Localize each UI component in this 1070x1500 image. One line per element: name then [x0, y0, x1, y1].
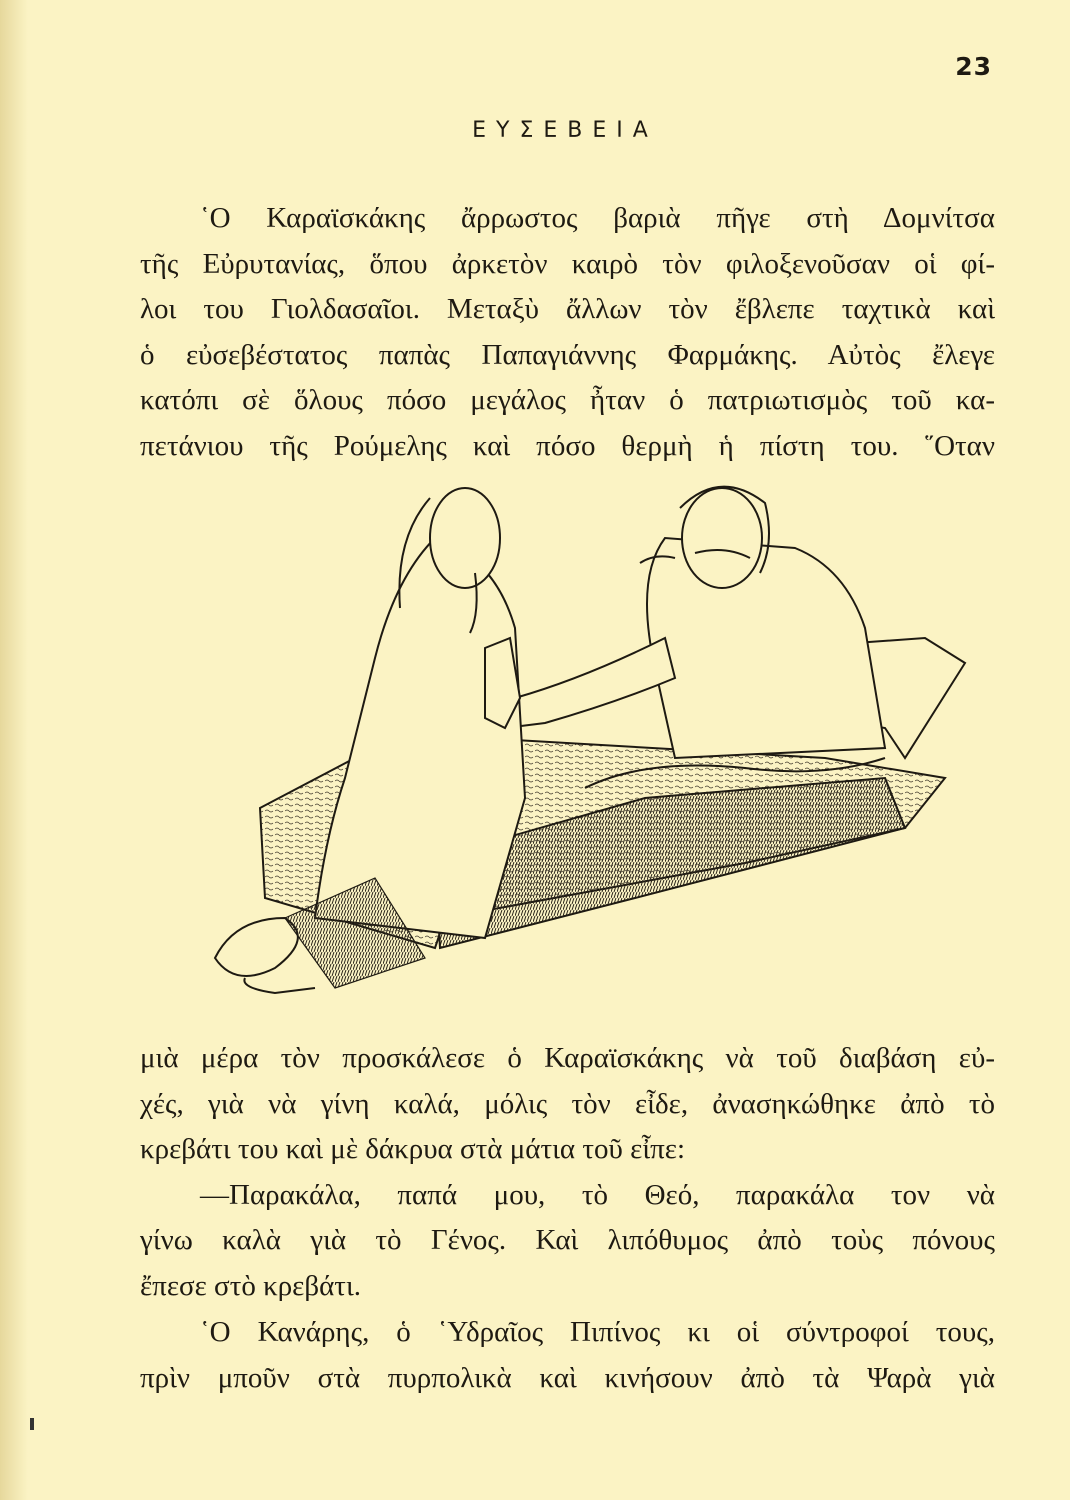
text-line: ἔπεσε στὸ κρεβάτι.	[140, 1269, 362, 1302]
page-number: 23	[955, 52, 992, 81]
text-line: γίνω καλὰ γιὰ τὸ Γένος. Καὶ λιπόθυμος ἀπὸ τοὺς πόνους	[140, 1224, 995, 1256]
text-line: ὁ εὐσεβέστατος παπὰς Παπαγιάννης Φαρμάκης. Αὐτὸς ἔλεγε	[140, 338, 995, 371]
margin-mark	[30, 1418, 34, 1430]
text-line: ῾Ο Καραϊσκάκης ἄρρωστος βαριὰ πῆγε στὴ Δομνίτσα	[200, 202, 995, 234]
text-line: τῆς Εὐρυτανίας, ὅπου ἀρκετὸν καιρὸ τὸν φιλοξενοῦσαν οἱ φί-	[140, 247, 995, 280]
text-line: χές, γιὰ νὰ γίνη καλά, μόλις τὸν εἶδε, ἀνασηκώθηκε ἀπὸ τὸ	[140, 1087, 995, 1120]
karaiskakis-figure	[505, 487, 885, 758]
text-line: κρεβάτι του καὶ μὲ δάκρυα στὰ μάτια τοῦ εἶπε:	[140, 1133, 685, 1165]
priest-figure	[215, 488, 525, 993]
page-edge	[0, 0, 28, 1500]
text-line: λοι του Γιολδασαῖοι. Μεταξὺ ἄλλων τὸν ἔβλεπε ταχτικὰ καὶ	[140, 293, 995, 325]
text-line: μιὰ μέρα τὸν προσκάλεσε ὁ Καραϊσκάκης νὰ τοῦ διαβάση εὐ-	[140, 1042, 995, 1074]
text-line: πετάνιου τῆς Ρούμελης καὶ πόσο θερμὴ ἡ πίστη του. ῞Οταν	[140, 429, 995, 462]
text-line: —Παρακάλα, παπά μου, τὸ Θεό, παρακάλα τον νὰ	[200, 1178, 995, 1211]
text-line: ῾Ο Κανάρης, ὁ ῾Υδραῖος Πιπίνος κι οἱ σύντροφοί τους,	[200, 1316, 995, 1348]
paragraph-3	[140, 1310, 995, 1401]
chapter-title: ΕΥΣΕΒΕΙΑ	[472, 118, 658, 143]
text-line: πρὶν μποῦν στὰ πυρπολικὰ καὶ κινήσουν ἀπὸ τὰ Ψαρὰ γιὰ	[140, 1361, 995, 1394]
text-line: κατόπι σὲ ὅλους πόσο μεγάλος ἦταν ὁ πατριωτισμὸς τοῦ κα-	[140, 384, 995, 416]
illustration-priest-and-karaiskakis	[185, 478, 975, 1008]
paragraph-1	[140, 196, 995, 469]
paragraph-2	[140, 1036, 995, 1309]
